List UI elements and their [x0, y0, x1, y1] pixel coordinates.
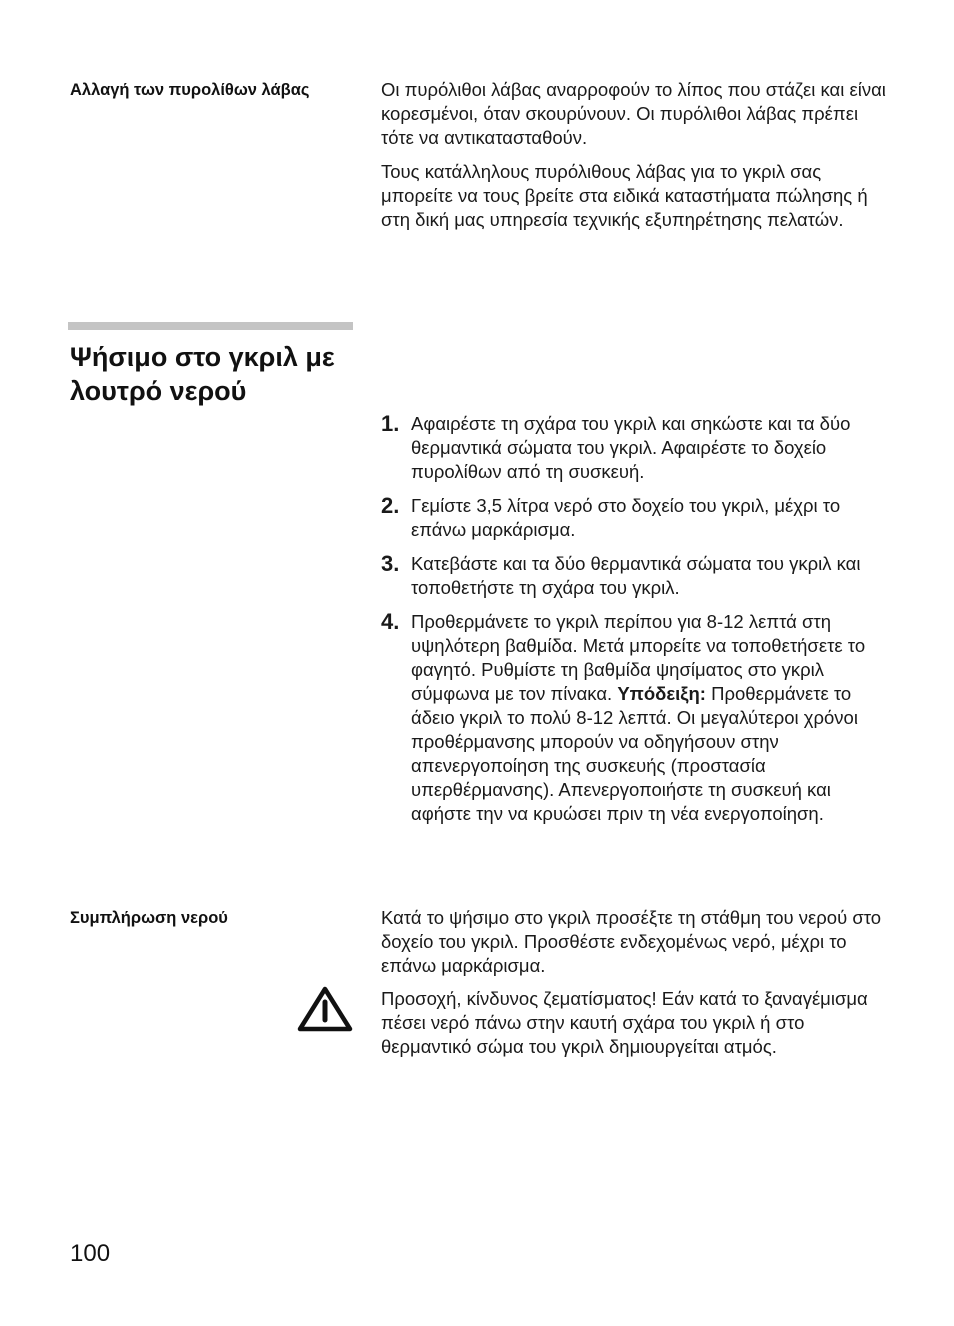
warning-text: [381, 987, 891, 1059]
step-text: Αφαιρέστε τη σχάρα του γκριλ και σηκώστε και τα δύο θερμαντικά σώματα του γκριλ. Αφαιρέστε το δοχείο πυρολίθων από τη συσκευή.: [411, 413, 851, 482]
step-text: Γεμίστε 3,5 λίτρα νερό στο δοχείο του γκριλ, μέχρι το επάνω μαρκάρισμα.: [411, 495, 841, 540]
step-number: 1.: [381, 411, 400, 436]
hint-text: Προθερμάνετε το άδειο γκριλ το πολύ 8-12 λεπτά. Οι μεγαλύτεροι χρόνοι προθέρμανσης μπορούν να οδηγήσουν στην απενεργοποίηση της συσκευής (προστασία υπερθέρμανσης). Απενεργοποιήστε τη συσκευή και αφήστε την να κρυώσει πριν τη νέα ενεργοποίηση.: [411, 683, 858, 824]
refill-paragraph: Κατά το ψήσιμο στο γκριλ προσέξτε τη στάθμη του νερού στο δοχείο του γκριλ. Προσθέστε ενδεχομένως νερό, μέχρι το επάνω μαρκάρισμα.: [381, 907, 882, 976]
step-number: 3.: [381, 551, 400, 576]
step-number: 2.: [381, 493, 400, 518]
refill-heading: Συμπλήρωση νερού: [70, 909, 228, 927]
steps-list: [381, 412, 891, 836]
section-divider: [68, 322, 353, 330]
step-number: 4.: [381, 609, 400, 634]
hint-label: Υπόδειξη:: [617, 683, 706, 704]
step-4: [381, 610, 891, 826]
lava-stones-paragraph-1: Οι πυρόλιθοι λάβας αναρροφούν το λίπος που στάζει και είναι κορεσμένοι, όταν σκουρύνουν. Οι πυρόλιθοι λάβας πρέπει τότε να αντικατασταθούν.: [381, 79, 886, 148]
step-2: [381, 494, 891, 542]
lava-stones-text: [381, 78, 891, 232]
page-number: 100: [70, 1240, 111, 1267]
refill-text: [381, 906, 891, 978]
step-3: [381, 552, 891, 600]
lava-stones-paragraph-2: Τους κατάλληλους πυρόλιθους λάβας για το γκριλ σας μπορείτε να τους βρείτε στα ειδικά καταστήματα πώλησης ή στη δική μας υπηρεσία τεχνικής εξυπηρέτησης πελατών.: [381, 161, 868, 230]
warning-triangle-icon: [297, 986, 353, 1032]
warning-paragraph: Προσοχή, κίνδυνος ζεματίσματος! Εάν κατά το ξαναγέμισμα πέσει νερό πάνω στην καυτή σχάρα του γκριλ ή στο θερμαντικό σώμα του γκριλ δημιουργείται ατμός.: [381, 988, 868, 1057]
step-1: [381, 412, 891, 484]
step-text: Προθερμάνετε το γκριλ περίπου για 8-12 λεπτά στη υψηλότερη βαθμίδα. Μετά μπορείτε να τοποθετήσετε το φαγητό. Ρυθμίστε τη βαθμίδα ψησίματος στο γκριλ σύμφωνα με τον πίνακα.: [411, 611, 866, 704]
section-title: Ψήσιμο στο γκριλ με λουτρό νερού: [70, 342, 335, 406]
lava-stones-heading: Αλλαγή των πυρολίθων λάβας: [70, 81, 310, 99]
step-text: Κατεβάστε και τα δύο θερμαντικά σώματα του γκριλ και τοποθετήστε τη σχάρα του γκριλ.: [411, 553, 861, 598]
